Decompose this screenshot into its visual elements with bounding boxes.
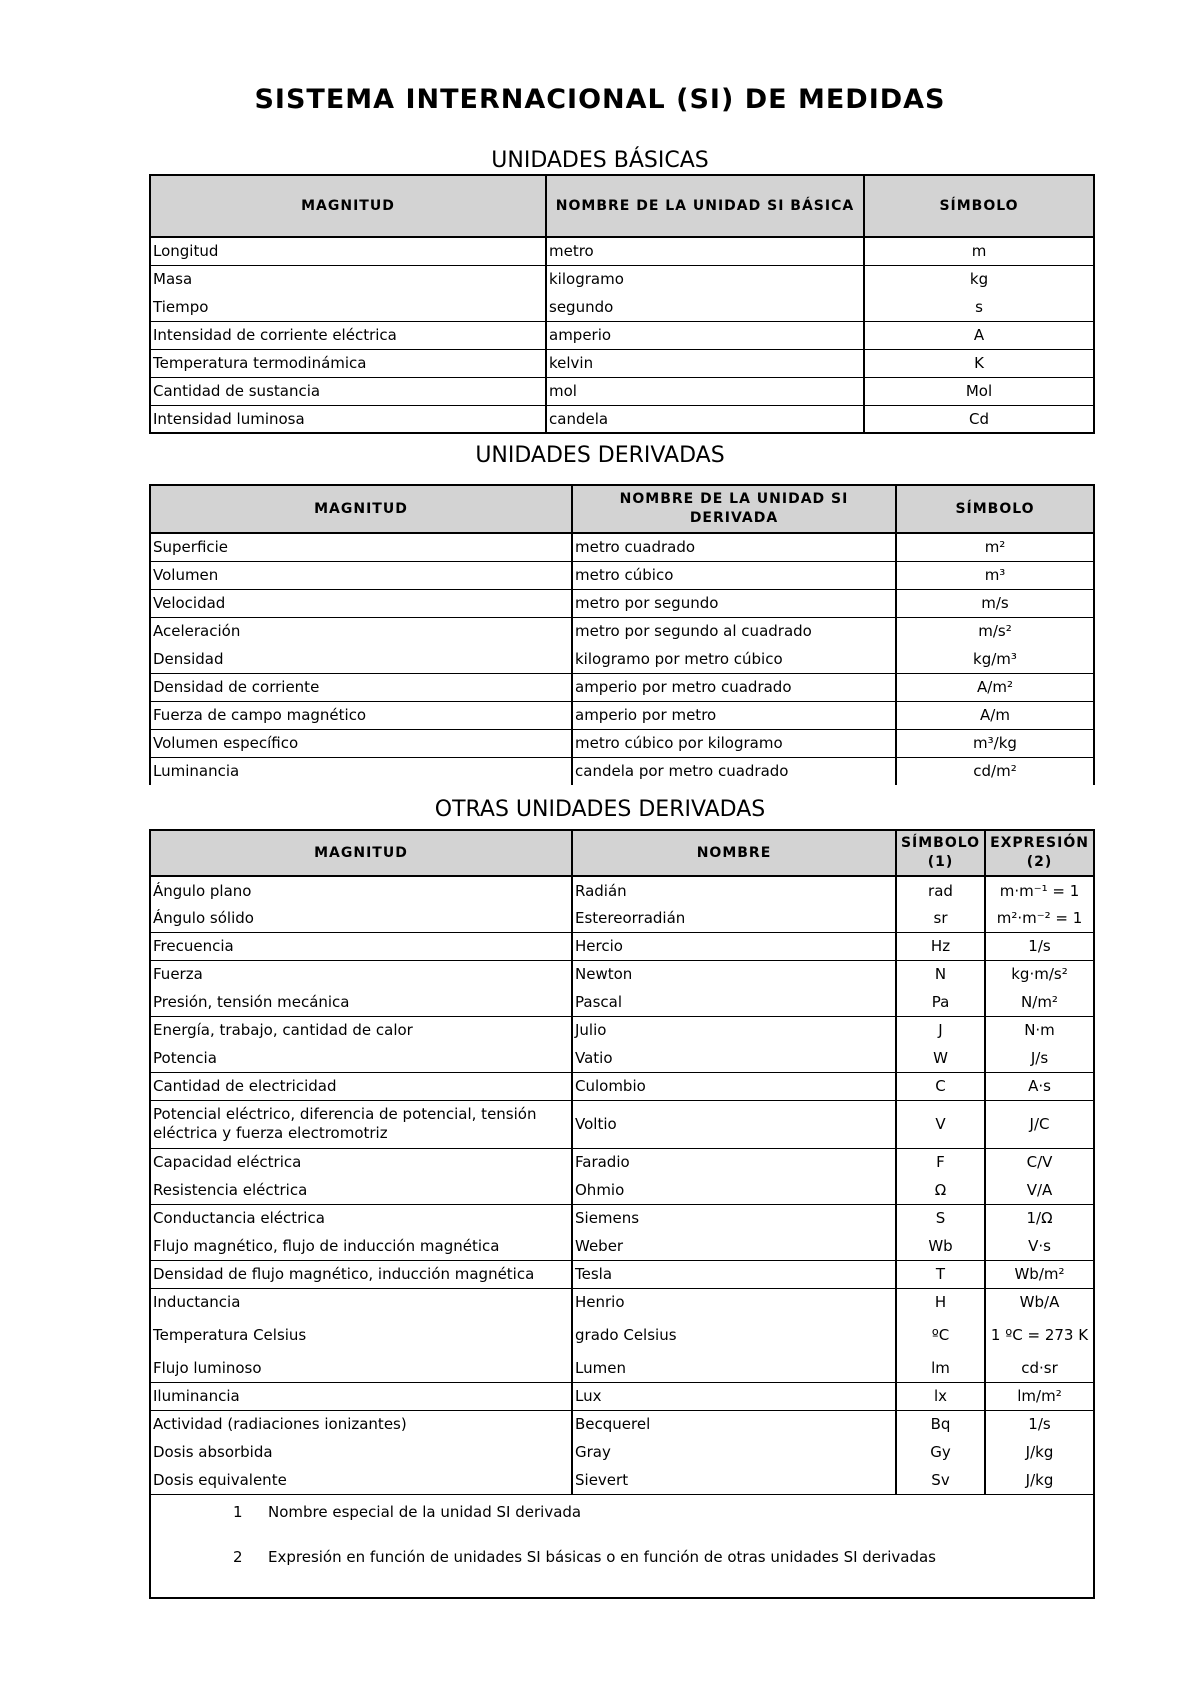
magnitude-cell: Densidad [153,649,224,668]
expression-cell: J/kg [985,1466,1094,1494]
symbol-cell: A/m² [896,673,1094,701]
symbol-cell: m [864,237,1094,265]
magnitude-cell: Longitud [153,242,219,261]
magnitude-cell: Conductancia eléctrica [150,1204,572,1232]
table-row [150,237,1094,265]
expression-cell: 1/Ω [985,1204,1094,1232]
basic-units-table [149,174,1095,434]
expression-cell: 1 ºC = 273 K [985,1316,1094,1354]
magnitude-cell: Velocidad [150,589,572,617]
symbol-cell: lm [896,1354,985,1382]
magnitude-cell: Intensidad de corriente eléctrica [150,321,546,349]
unit-name-cell: amperio por metro cuadrado [572,673,896,701]
expression-cell: m²·m⁻² = 1 [985,904,1094,932]
unit-name-cell: Becquerel [572,1410,896,1438]
table-row [150,1260,1094,1288]
footnote-text: Nombre especial de la unidad SI derivada [268,1502,582,1521]
table-row [150,589,1094,617]
table-row [150,1466,1094,1494]
unit-name-cell: segundo [546,293,864,321]
column-header: NOMBRE [572,830,896,876]
magnitude-cell: Volumen específico [150,729,572,757]
unit-name-cell: Vatio [572,1044,896,1072]
magnitude-cell: Energía, trabajo, cantidad de calor [150,1016,572,1044]
symbol-cell: ºC [896,1316,985,1354]
expression-cell: 1/s [985,932,1094,960]
column-header: SÍMBOLO [896,485,1094,533]
magnitude-cell: Flujo magnético, flujo de inducción magnética [153,1236,500,1255]
symbol-cell: sr [896,904,985,932]
page-title: SISTEMA INTERNACIONAL (SI) DE MEDIDAS [254,84,946,115]
table-row [150,1410,1094,1438]
expression-cell: A·s [985,1072,1094,1100]
footnote-number: 1 [233,1502,243,1521]
symbol-cell: N [896,960,985,988]
table-row [150,645,1094,673]
table-row [150,1316,1094,1354]
symbol-cell: Wb [896,1232,985,1260]
magnitude-cell: Dosis absorbida [153,1443,273,1461]
expression-cell: N·m [985,1016,1094,1044]
symbol-cell: m³/kg [896,729,1094,757]
column-header: MAGNITUD [150,175,546,237]
unit-name-cell: kilogramo por metro cúbico [572,645,896,673]
unit-name-cell: grado Celsius [572,1316,896,1354]
unit-name-cell: kilogramo [546,265,864,293]
symbol-cell: s [864,293,1094,321]
magnitude-cell: Aceleración [150,617,572,645]
symbol-cell: cd/m² [896,757,1094,785]
magnitude-cell: Frecuencia [150,932,572,960]
expression-cell: J/kg [985,1438,1094,1466]
unit-name-cell: candela [546,405,864,433]
table-row [150,1100,1094,1148]
table-row [150,265,1094,293]
expression-cell: Wb/A [985,1288,1094,1316]
symbol-cell: Hz [896,932,985,960]
magnitude-cell: Iluminancia [150,1382,572,1410]
expression-cell: J/C [985,1100,1094,1148]
table-row [150,960,1094,988]
symbol-cell: m² [896,533,1094,561]
column-header: MAGNITUD [150,830,572,876]
magnitude-cell: Temperatura Celsius [153,1326,307,1344]
derived-units-rows [150,533,1094,785]
magnitude-cell: Presión, tensión mecánica [153,992,350,1011]
magnitude-cell: Masa [150,265,546,293]
magnitude-cell: Actividad (radiaciones ionizantes) [150,1410,572,1438]
symbol-cell: Pa [896,988,985,1016]
symbol-cell: Ω [896,1176,985,1204]
other-units-table [149,829,1095,1599]
magnitude-cell: Resistencia eléctrica [153,1180,308,1199]
unit-name-cell: Ohmio [572,1176,896,1204]
unit-name-cell: Voltio [572,1100,896,1148]
magnitude-cell: Ángulo sólido [153,908,254,927]
magnitude-cell: Dosis equivalente [153,1470,287,1489]
table-row [150,1176,1094,1204]
column-header: EXPRESIÓN (2) [985,830,1094,876]
table-row [150,1354,1094,1382]
symbol-cell: m/s [896,589,1094,617]
column-header: NOMBRE DE LA UNIDAD SI DERIVADA [572,485,896,533]
magnitude-cell: Inductancia [150,1288,572,1316]
symbol-cell: Sv [896,1466,985,1494]
magnitude-cell: Fuerza de campo magnético [150,701,572,729]
expression-cell: V·s [985,1232,1094,1260]
column-header: MAGNITUD [150,485,572,533]
unit-name-cell: Pascal [572,988,896,1016]
table-row [150,377,1094,405]
expression-cell: V/A [985,1176,1094,1204]
basic-units-heading: UNIDADES BÁSICAS [491,148,709,173]
unit-name-cell: Lux [572,1382,896,1410]
unit-name-cell: Henrio [572,1288,896,1316]
magnitude-cell: Densidad de flujo magnético, inducción magnética [150,1260,572,1288]
unit-name-cell: Hercio [572,932,896,960]
table-row [150,1438,1094,1466]
magnitude-cell: Potencia [153,1048,217,1067]
footnotes [150,1494,1094,1598]
expression-cell: J/s [985,1044,1094,1072]
column-header: SÍMBOLO (1) [896,830,985,876]
magnitude-cell: Flujo luminoso [153,1358,262,1377]
symbol-cell: H [896,1288,985,1316]
magnitude-cell: Capacidad eléctrica [150,1148,572,1176]
symbol-cell: lx [896,1382,985,1410]
unit-name-cell: Faradio [572,1148,896,1176]
expression-cell: lm/m² [985,1382,1094,1410]
magnitude-cell: Cantidad de sustancia [150,377,546,405]
unit-name-cell: metro cúbico [572,561,896,589]
symbol-cell: Cd [864,405,1094,433]
table-row [150,533,1094,561]
table-row [150,1016,1094,1044]
column-header: SÍMBOLO [864,175,1094,237]
unit-name-cell: metro cúbico por kilogramo [572,729,896,757]
magnitude-cell: Potencial eléctrico, diferencia de potencial, tensión eléctrica y fuerza electromotriz [150,1100,572,1148]
symbol-cell: Bq [896,1410,985,1438]
symbol-cell: m³ [896,561,1094,589]
symbol-cell: J [896,1016,985,1044]
symbol-cell: A [864,321,1094,349]
magnitude-cell: Superficie [153,538,229,557]
table-row [150,729,1094,757]
table-row [150,1044,1094,1072]
footnote-text: Expresión en función de unidades SI básicas o en función de otras unidades SI derivadas [268,1547,936,1566]
expression-cell: N/m² [985,988,1094,1016]
table-row [150,1072,1094,1100]
unit-name-cell: Sievert [572,1466,896,1494]
unit-name-cell: metro [546,237,864,265]
unit-name-cell: candela por metro cuadrado [572,757,896,785]
table-row [150,1204,1094,1232]
symbol-cell: rad [896,876,985,904]
unit-name-cell: metro por segundo [572,589,896,617]
table-row [150,1382,1094,1410]
table-row [150,617,1094,645]
unit-name-cell: Lumen [572,1354,896,1382]
magnitude-cell: Temperatura termodinámica [150,349,546,377]
symbol-cell: Gy [896,1438,985,1466]
magnitude-cell: Cantidad de electricidad [150,1072,572,1100]
column-header: NOMBRE DE LA UNIDAD SI BÁSICA [546,175,864,237]
basic-units-rows [150,237,1094,433]
unit-name-cell: amperio [546,321,864,349]
symbol-cell: T [896,1260,985,1288]
table-row [150,321,1094,349]
other-units-heading: OTRAS UNIDADES DERIVADAS [434,797,766,822]
derived-units-heading: UNIDADES DERIVADAS [475,443,725,468]
symbol-cell: F [896,1148,985,1176]
table-row [150,876,1094,904]
symbol-cell: m/s² [896,617,1094,645]
footnote-number: 2 [233,1547,243,1566]
unit-name-cell: Julio [572,1016,896,1044]
unit-name-cell: metro por segundo al cuadrado [572,617,896,645]
unit-name-cell: metro cuadrado [572,533,896,561]
expression-cell: kg·m/s² [985,960,1094,988]
unit-name-cell: amperio por metro [572,701,896,729]
magnitude-cell: Luminancia [150,757,572,785]
unit-name-cell: kelvin [546,349,864,377]
table-row [150,1148,1094,1176]
magnitude-cell: Fuerza [150,960,572,988]
table-row [150,349,1094,377]
expression-cell: Wb/m² [985,1260,1094,1288]
unit-name-cell: Tesla [572,1260,896,1288]
symbol-cell: W [896,1044,985,1072]
expression-cell: cd·sr [985,1354,1094,1382]
symbol-cell: S [896,1204,985,1232]
table-row [150,757,1094,785]
table-row [150,673,1094,701]
unit-name-cell: Newton [572,960,896,988]
table-row [150,988,1094,1016]
expression-cell: C/V [985,1148,1094,1176]
unit-name-cell: Culombio [572,1072,896,1100]
derived-units-table [149,484,1095,785]
symbol-cell: V [896,1100,985,1148]
expression-cell: m·m⁻¹ = 1 [985,876,1094,904]
symbol-cell: K [864,349,1094,377]
unit-name-cell: mol [546,377,864,405]
table-row [150,904,1094,932]
table-row [150,1288,1094,1316]
unit-name-cell: Estereorradián [572,904,896,932]
table-row [150,1232,1094,1260]
other-units-rows [150,876,1094,1494]
unit-name-cell: Siemens [572,1204,896,1232]
expression-cell: 1/s [985,1410,1094,1438]
magnitude-cell: Volumen [150,561,572,589]
unit-name-cell: Weber [572,1232,896,1260]
table-row [150,405,1094,433]
table-row [150,293,1094,321]
magnitude-cell: Ángulo plano [153,881,252,900]
magnitude-cell: Densidad de corriente [150,673,572,701]
magnitude-cell: Tiempo [153,297,209,316]
unit-name-cell: Radián [572,876,896,904]
symbol-cell: C [896,1072,985,1100]
symbol-cell: kg [864,265,1094,293]
unit-name-cell: Gray [572,1438,896,1466]
table-row [150,701,1094,729]
magnitude-cell: Intensidad luminosa [150,405,546,433]
symbol-cell: kg/m³ [896,645,1094,673]
symbol-cell: A/m [896,701,1094,729]
table-row [150,561,1094,589]
table-row [150,932,1094,960]
symbol-cell: Mol [864,377,1094,405]
